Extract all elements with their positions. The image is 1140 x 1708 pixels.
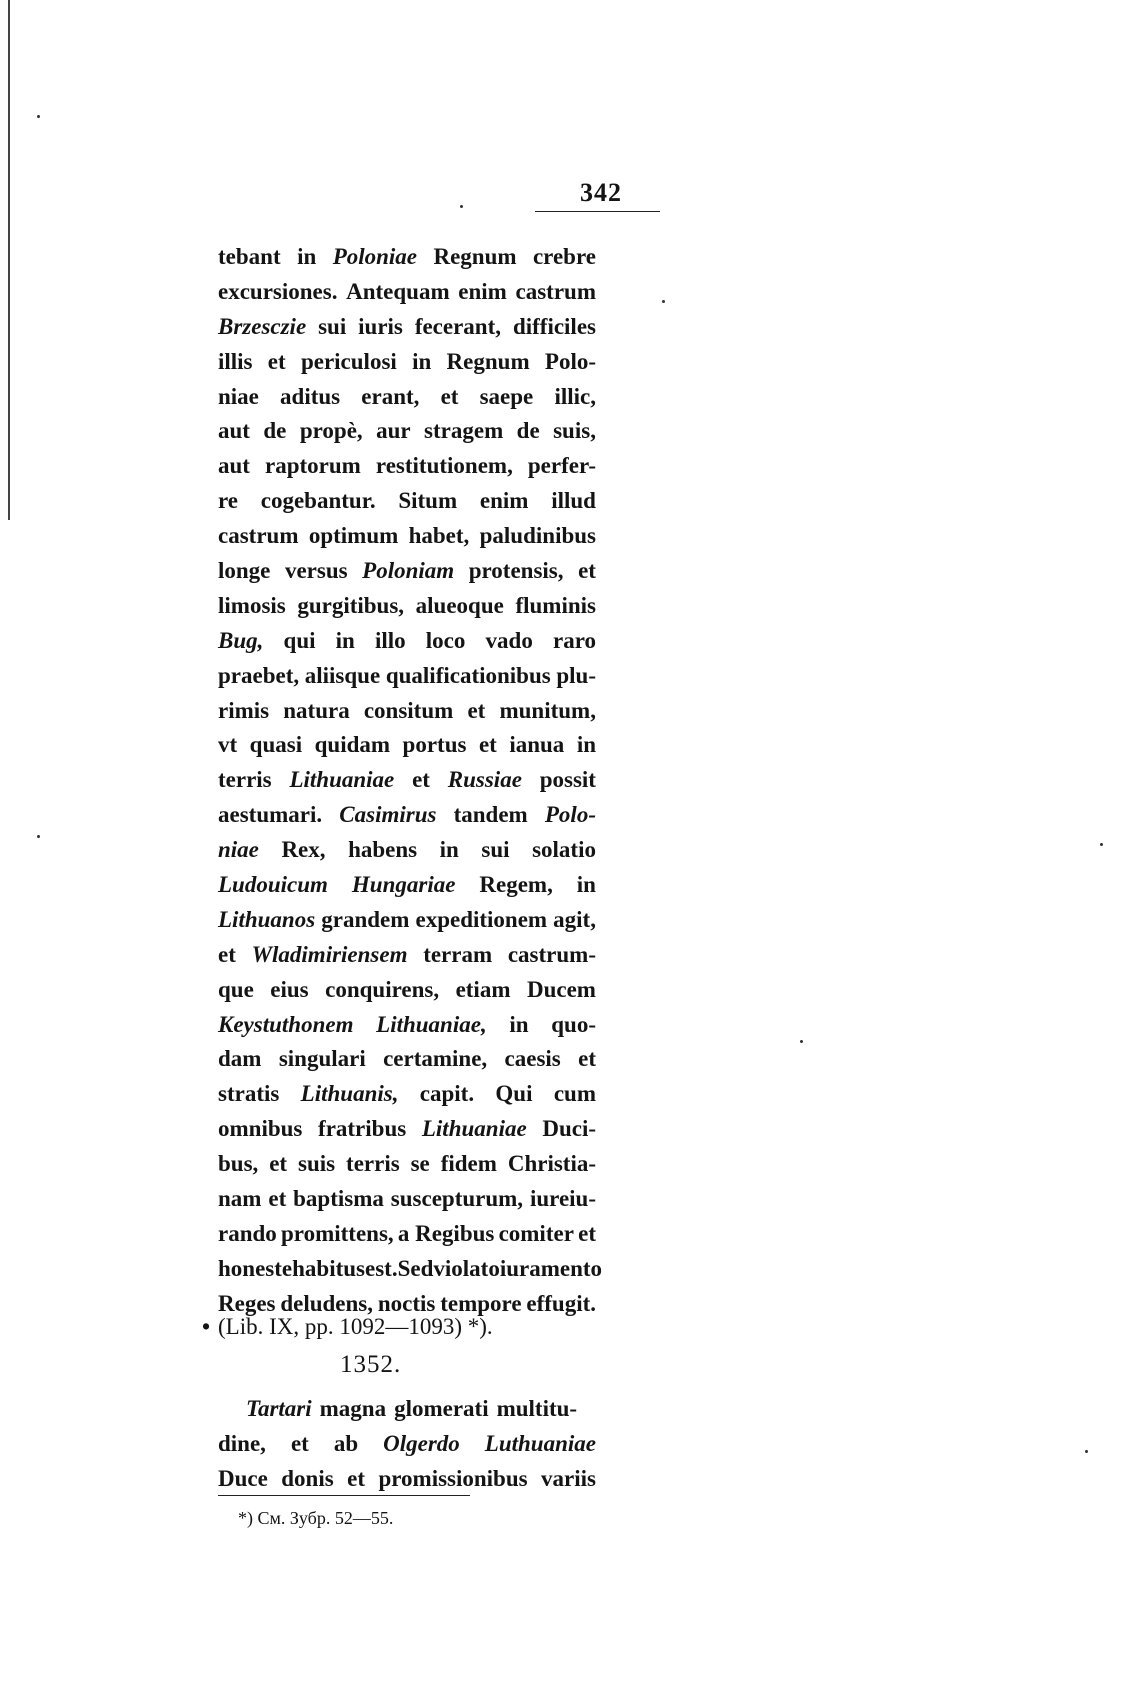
word: qui bbox=[283, 627, 316, 653]
word: Poloniae bbox=[332, 244, 418, 269]
word: paludinibus bbox=[479, 523, 596, 549]
footnote-rule bbox=[218, 1495, 470, 1496]
word: de bbox=[263, 418, 287, 444]
word: et bbox=[347, 1465, 366, 1491]
text-line bbox=[218, 659, 596, 694]
word: alueoque bbox=[415, 592, 504, 618]
citation-text: (Lib. IX, pp. 1092—1093) *). bbox=[218, 1314, 493, 1339]
word: Olgerdo bbox=[383, 1430, 460, 1456]
word: Tartari bbox=[246, 1396, 312, 1421]
word: stratis bbox=[218, 1081, 280, 1107]
word: aestumari. bbox=[218, 802, 323, 828]
word: niae bbox=[218, 383, 259, 409]
text-line bbox=[218, 1462, 596, 1497]
text-line bbox=[218, 414, 596, 449]
word: castrum bbox=[218, 523, 299, 549]
word: nam bbox=[218, 1186, 262, 1212]
word: enim bbox=[479, 488, 529, 514]
text-line bbox=[218, 519, 596, 554]
word: longe bbox=[218, 558, 271, 584]
word: donis bbox=[281, 1465, 334, 1491]
word: Wladimiriensem bbox=[251, 941, 408, 967]
word: Casimirus bbox=[339, 802, 437, 828]
word: et bbox=[440, 383, 459, 409]
page-spine-edge bbox=[8, 0, 10, 520]
word: protensis, bbox=[468, 558, 564, 584]
word: qualificationibus bbox=[385, 662, 551, 688]
word: illis bbox=[218, 348, 253, 374]
word: Reges bbox=[218, 1290, 276, 1316]
word: Russiae bbox=[447, 767, 522, 793]
word: castrum bbox=[515, 278, 596, 304]
scan-speck bbox=[800, 1040, 803, 1043]
word: consitum bbox=[363, 697, 454, 723]
word: Regnum bbox=[446, 348, 530, 374]
text-line bbox=[218, 694, 596, 729]
word: et bbox=[467, 697, 486, 723]
text-line bbox=[218, 380, 596, 415]
word: Polo- bbox=[544, 802, 596, 828]
word: illud bbox=[551, 488, 596, 514]
word: Bug, bbox=[218, 627, 264, 653]
word: in bbox=[412, 348, 432, 374]
word: terram bbox=[423, 941, 493, 967]
text-line bbox=[218, 763, 596, 798]
word: Brzesczie bbox=[218, 313, 307, 339]
word: iureiu- bbox=[529, 1186, 596, 1212]
word: periculosi bbox=[300, 348, 397, 374]
word: effugit. bbox=[526, 1290, 596, 1316]
word: et bbox=[268, 1186, 287, 1212]
word: fratribus bbox=[318, 1116, 407, 1142]
word: restitutionem, bbox=[375, 453, 513, 479]
word: fecerant, bbox=[414, 313, 502, 339]
word: et bbox=[578, 558, 596, 584]
word: caesis bbox=[504, 1046, 561, 1072]
word: grandem bbox=[321, 906, 410, 932]
word: dam bbox=[218, 1046, 262, 1072]
word: ianua bbox=[509, 732, 565, 758]
word: in bbox=[576, 732, 596, 758]
footnote: *) См. Зубр. 52—55. bbox=[238, 1508, 394, 1528]
word: glomerati bbox=[394, 1396, 489, 1421]
word: sui bbox=[318, 313, 347, 339]
word: capit. bbox=[419, 1081, 475, 1107]
word: Rex, bbox=[281, 837, 326, 863]
word: rimis bbox=[218, 697, 270, 723]
text-line bbox=[218, 973, 596, 1008]
citation-line bbox=[202, 1309, 596, 1345]
word: et bbox=[578, 1046, 596, 1072]
main-paragraph bbox=[218, 240, 603, 1322]
word: aliisque bbox=[304, 662, 381, 688]
word: eius bbox=[270, 976, 309, 1002]
word: castrum- bbox=[507, 941, 596, 967]
word: et bbox=[269, 1151, 288, 1177]
word: natura bbox=[283, 697, 350, 723]
text-line bbox=[218, 1427, 596, 1462]
word: Christia- bbox=[507, 1151, 596, 1177]
word: perfer- bbox=[527, 453, 596, 479]
word: aut bbox=[218, 418, 250, 444]
header-rule bbox=[535, 211, 660, 212]
word: variis bbox=[541, 1465, 596, 1491]
word: promissionibus bbox=[378, 1465, 528, 1491]
word: Antequam bbox=[346, 278, 450, 304]
word: Ludouicum bbox=[218, 872, 328, 898]
word: magna bbox=[319, 1396, 387, 1421]
word: fluminis bbox=[515, 592, 596, 618]
word: in bbox=[297, 244, 317, 269]
text-line bbox=[218, 833, 596, 868]
word: possit bbox=[539, 767, 596, 793]
word: noctis bbox=[377, 1290, 436, 1316]
word: suis, bbox=[553, 418, 596, 444]
word: expeditionem bbox=[415, 906, 548, 932]
word: loco bbox=[425, 627, 466, 653]
word: saepe bbox=[479, 383, 534, 409]
word: singulari bbox=[278, 1046, 366, 1072]
text-line bbox=[218, 554, 596, 589]
word: raptorum bbox=[265, 453, 361, 479]
word: vt bbox=[218, 732, 238, 758]
word: suscepturum, bbox=[390, 1186, 524, 1212]
word: suis bbox=[298, 1151, 336, 1177]
word: in bbox=[576, 872, 596, 898]
text-line bbox=[218, 484, 596, 519]
word: Regnum bbox=[433, 244, 517, 269]
text-line bbox=[218, 310, 596, 345]
bullet-mark: • bbox=[202, 1314, 211, 1339]
word: sui bbox=[481, 837, 510, 863]
word: comiter bbox=[498, 1220, 574, 1246]
word: in bbox=[439, 837, 459, 863]
word: de bbox=[516, 418, 540, 444]
word: habet, bbox=[408, 523, 470, 549]
text-line bbox=[218, 449, 596, 484]
scan-speck bbox=[37, 835, 40, 838]
word: omnibus bbox=[218, 1116, 303, 1142]
word: certamine, bbox=[383, 1046, 488, 1072]
word: tandem bbox=[453, 802, 528, 828]
word: difficiles bbox=[512, 313, 596, 339]
word: multitu- bbox=[496, 1396, 578, 1421]
word: promittens, bbox=[281, 1220, 394, 1246]
word: crebre bbox=[532, 244, 596, 269]
word: excursiones. bbox=[218, 278, 338, 304]
text-line bbox=[218, 1112, 596, 1147]
scan-speck bbox=[37, 115, 40, 118]
word: dine, bbox=[218, 1430, 266, 1456]
word: vado bbox=[485, 627, 533, 653]
word: agit, bbox=[553, 906, 596, 932]
word: re bbox=[218, 488, 239, 514]
word: Duce bbox=[218, 1465, 268, 1491]
text-line bbox=[218, 1252, 603, 1287]
word: raro bbox=[552, 627, 596, 653]
word: cogebantur. bbox=[260, 488, 376, 514]
text-line bbox=[218, 1077, 596, 1112]
text-line bbox=[218, 589, 596, 624]
word: illic, bbox=[554, 383, 596, 409]
word: enim bbox=[458, 278, 507, 304]
text-line bbox=[218, 624, 596, 659]
word: conquirens, bbox=[325, 976, 440, 1002]
word: et bbox=[267, 348, 286, 374]
word: Keystuthonem bbox=[218, 1011, 354, 1037]
word: et bbox=[478, 732, 497, 758]
word: tebant bbox=[218, 244, 281, 269]
word: propè, bbox=[299, 418, 363, 444]
text-line bbox=[218, 1008, 596, 1043]
scan-speck bbox=[460, 205, 463, 208]
word: Sed bbox=[397, 1255, 434, 1281]
word: plu- bbox=[556, 662, 596, 688]
word: gurgitibus, bbox=[297, 592, 405, 618]
word: deludens, bbox=[280, 1290, 374, 1316]
text-line bbox=[218, 240, 596, 275]
word: que bbox=[218, 976, 254, 1002]
text-line bbox=[218, 1392, 596, 1427]
word: versus bbox=[284, 558, 348, 584]
word: fidem bbox=[440, 1151, 497, 1177]
word: optimum bbox=[308, 523, 399, 549]
word: niae bbox=[218, 837, 259, 863]
word: solatio bbox=[532, 837, 596, 863]
word: se bbox=[410, 1151, 430, 1177]
word: bus, bbox=[218, 1151, 259, 1177]
word: praebet, bbox=[218, 662, 300, 688]
word: portus bbox=[402, 732, 467, 758]
word: quo- bbox=[551, 1011, 596, 1037]
word: terris bbox=[218, 767, 272, 793]
word: Lithuaniae bbox=[421, 1116, 527, 1142]
word: erant, bbox=[361, 383, 420, 409]
word: et bbox=[218, 941, 236, 967]
word: et bbox=[412, 767, 430, 793]
word: baptisma bbox=[293, 1186, 384, 1212]
scan-speck bbox=[662, 300, 665, 303]
text-line bbox=[218, 868, 596, 903]
word: est. bbox=[365, 1255, 398, 1281]
text-line bbox=[218, 728, 596, 763]
year-heading: 1352. bbox=[340, 1351, 402, 1378]
word: Regem, bbox=[479, 872, 553, 898]
word: Duci- bbox=[542, 1116, 596, 1142]
word: Lithuaniae, bbox=[376, 1011, 487, 1037]
word: cum bbox=[553, 1081, 596, 1107]
word: stragem bbox=[424, 418, 504, 444]
word: quasi bbox=[249, 732, 303, 758]
word: habitus bbox=[292, 1255, 365, 1281]
text-line bbox=[218, 938, 596, 973]
word: aur bbox=[376, 418, 411, 444]
word: quidam bbox=[314, 732, 391, 758]
scan-speck bbox=[1085, 1450, 1088, 1453]
second-paragraph bbox=[218, 1392, 596, 1497]
word: habens bbox=[348, 837, 418, 863]
word: Ducem bbox=[526, 976, 596, 1002]
text-line bbox=[218, 1147, 596, 1182]
word: rando bbox=[218, 1220, 277, 1246]
word: terris bbox=[346, 1151, 400, 1177]
word: munitum, bbox=[499, 697, 596, 723]
word: limosis bbox=[218, 592, 286, 618]
word: Poloniam bbox=[362, 558, 455, 584]
word: iuramento bbox=[499, 1255, 603, 1281]
word: Polo- bbox=[544, 348, 596, 374]
word: Lithuanos bbox=[218, 906, 316, 932]
word: et bbox=[578, 1220, 596, 1246]
text-line bbox=[218, 903, 596, 938]
text-line bbox=[218, 1217, 596, 1252]
word: Situm bbox=[398, 488, 458, 514]
text-line bbox=[218, 275, 596, 310]
word: violato bbox=[433, 1255, 500, 1281]
word: etiam bbox=[455, 976, 511, 1002]
scan-speck bbox=[1100, 843, 1103, 846]
word: in bbox=[509, 1011, 529, 1037]
text-line bbox=[218, 1042, 596, 1077]
word: in bbox=[335, 627, 355, 653]
word: iuris bbox=[358, 313, 403, 339]
word: et bbox=[290, 1430, 309, 1456]
word: Hungariae bbox=[351, 872, 456, 898]
page-number: 342 bbox=[580, 178, 622, 207]
word: honeste bbox=[218, 1255, 293, 1281]
text-line bbox=[218, 798, 596, 833]
word: Lithuaniae bbox=[289, 767, 395, 793]
text-line bbox=[218, 345, 596, 380]
word: Luthuaniae bbox=[484, 1430, 596, 1456]
word: illo bbox=[374, 627, 406, 653]
text-line bbox=[218, 1182, 596, 1217]
word: a Regibus bbox=[397, 1220, 495, 1246]
word: Qui bbox=[495, 1081, 533, 1107]
word: tempore bbox=[440, 1290, 522, 1316]
word: aditus bbox=[280, 383, 341, 409]
word: aut bbox=[218, 453, 250, 479]
word: ab bbox=[333, 1430, 359, 1456]
word: Lithuanis, bbox=[300, 1081, 399, 1107]
